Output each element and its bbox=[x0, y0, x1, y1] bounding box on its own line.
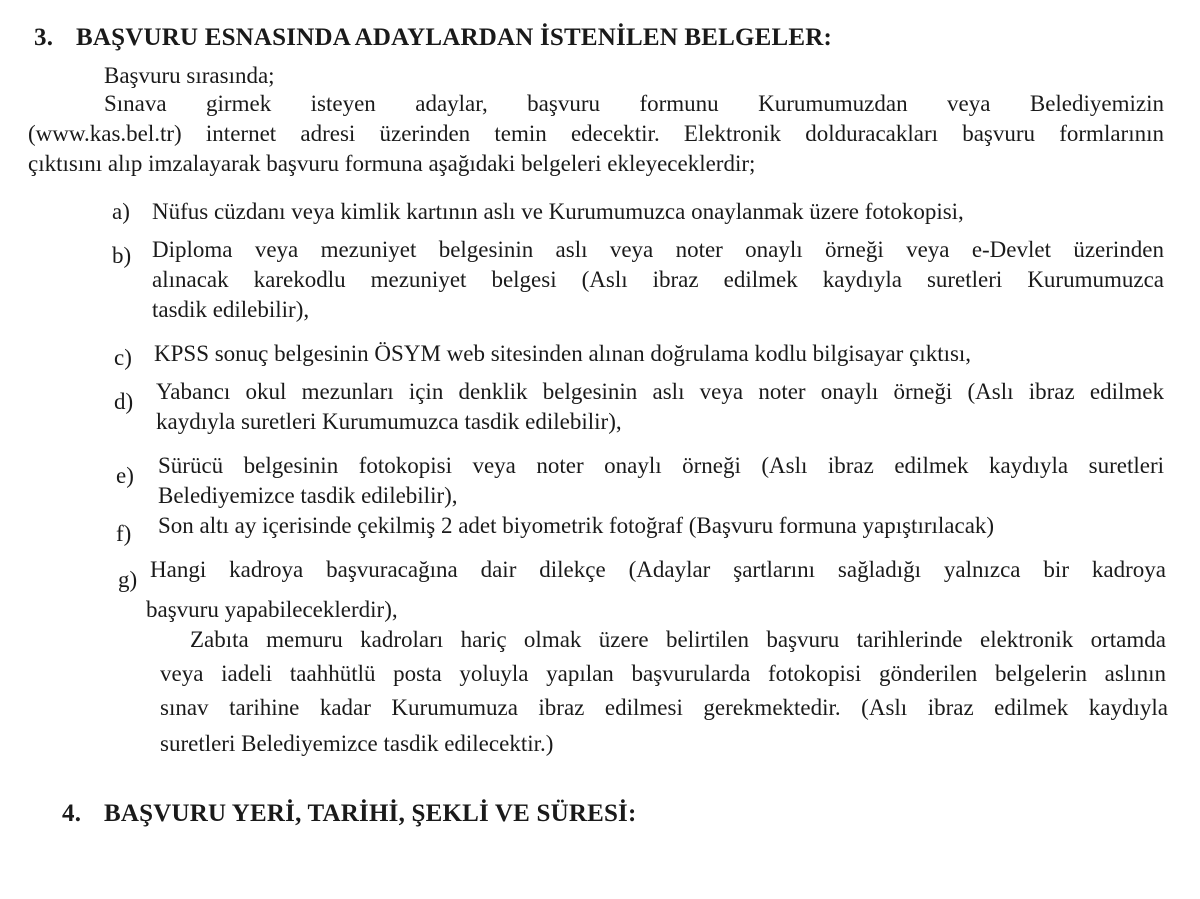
list-item-text: Belediyemizce tasdik edilebilir), bbox=[158, 483, 458, 508]
list-item-text: KPSS sonuç belgesinin ÖSYM web sitesinden alınan doğrulama kodlu bilgisayar çıktısı, bbox=[154, 341, 972, 366]
note-paragraph-line: suretleri Belediyemizce tasdik edilecektir.) bbox=[160, 731, 554, 756]
list-item-text: Yabancı okul mezunları için denklik belgesinin aslı veya noter onaylı örneği (Aslı ibraz edilmek bbox=[156, 379, 1164, 404]
list-item-text: alınacak karekodlu mezuniyet belgesi (Aslı ibraz edilmek kaydıyla suretleri Kurumumuzca bbox=[152, 267, 1164, 292]
list-item-text: tasdik edilebilir), bbox=[152, 297, 310, 322]
list-item-text: Sürücü belgesinin fotokopisi veya noter onaylı örneği (Aslı ibraz edilmek kaydıyla suretleri bbox=[158, 453, 1164, 478]
list-item-text: Hangi kadroya başvuracağına dair dilekçe (Adaylar şartlarını sağladığı yalnızca bir kadroya bbox=[150, 557, 1166, 582]
list-item-text: Son altı ay içerisinde çekilmiş 2 adet biyometrik fotoğraf (Başvuru formuna yapıştırılacak) bbox=[158, 513, 995, 538]
intro-paragraph-line: (www.kas.bel.tr) internet adresi üzerinden temin edecektir. Elektronik dolduracakları başvuru formlarının bbox=[28, 121, 1164, 146]
section-3-number: 3. bbox=[34, 24, 54, 51]
list-item-label: g) bbox=[118, 567, 138, 592]
section-3-heading bbox=[34, 24, 832, 52]
section-3-title: BAŞVURU ESNASINDA ADAYLARDAN İSTENİLEN BELGELER: bbox=[76, 24, 833, 51]
note-paragraph-line: sınav tarihine kadar Kurumumuza ibraz edilmesi gerekmektedir. (Aslı ibraz edilmek kaydıyla bbox=[160, 695, 1168, 720]
note-paragraph-line: Zabıta memuru kadroları hariç olmak üzere belirtilen başvuru tarihlerinde elektronik ortamda bbox=[190, 627, 1166, 652]
section-4-heading bbox=[62, 800, 637, 828]
list-item-text: Nüfus cüzdanı veya kimlik kartının aslı ve Kurumumuzca onaylanmak üzere fotokopisi, bbox=[152, 199, 964, 224]
list-item-label: e) bbox=[116, 463, 134, 488]
intro-line: Başvuru sırasında; bbox=[104, 63, 275, 88]
section-4-title: BAŞVURU YERİ, TARİHİ, ŞEKLİ VE SÜRESİ: bbox=[104, 800, 637, 827]
list-item-label: a) bbox=[112, 199, 130, 224]
list-item-label: f) bbox=[116, 521, 132, 546]
intro-paragraph-line: çıktısını alıp imzalayarak başvuru formuna aşağıdaki belgeleri ekleyeceklerdir; bbox=[28, 151, 756, 176]
list-item-label: d) bbox=[114, 389, 134, 414]
section-4-number: 4. bbox=[62, 800, 82, 827]
note-paragraph-line: veya iadeli taahhütlü posta yoluyla yapılan başvurularda fotokopisi gönderilen belgelerin aslının bbox=[160, 661, 1166, 686]
list-item-label: c) bbox=[114, 345, 132, 370]
list-item-text: başvuru yapabileceklerdir), bbox=[146, 597, 398, 622]
list-item-text: kaydıyla suretleri Kurumumuzca tasdik edilebilir), bbox=[156, 409, 622, 434]
list-item-label: b) bbox=[112, 243, 132, 268]
intro-paragraph-line: Sınava girmek isteyen adaylar, başvuru formunu Kurumumuzdan veya Belediyemizin bbox=[104, 91, 1164, 116]
list-item-text: Diploma veya mezuniyet belgesinin aslı veya noter onaylı örneği veya e-Devlet üzerinden bbox=[152, 237, 1164, 262]
